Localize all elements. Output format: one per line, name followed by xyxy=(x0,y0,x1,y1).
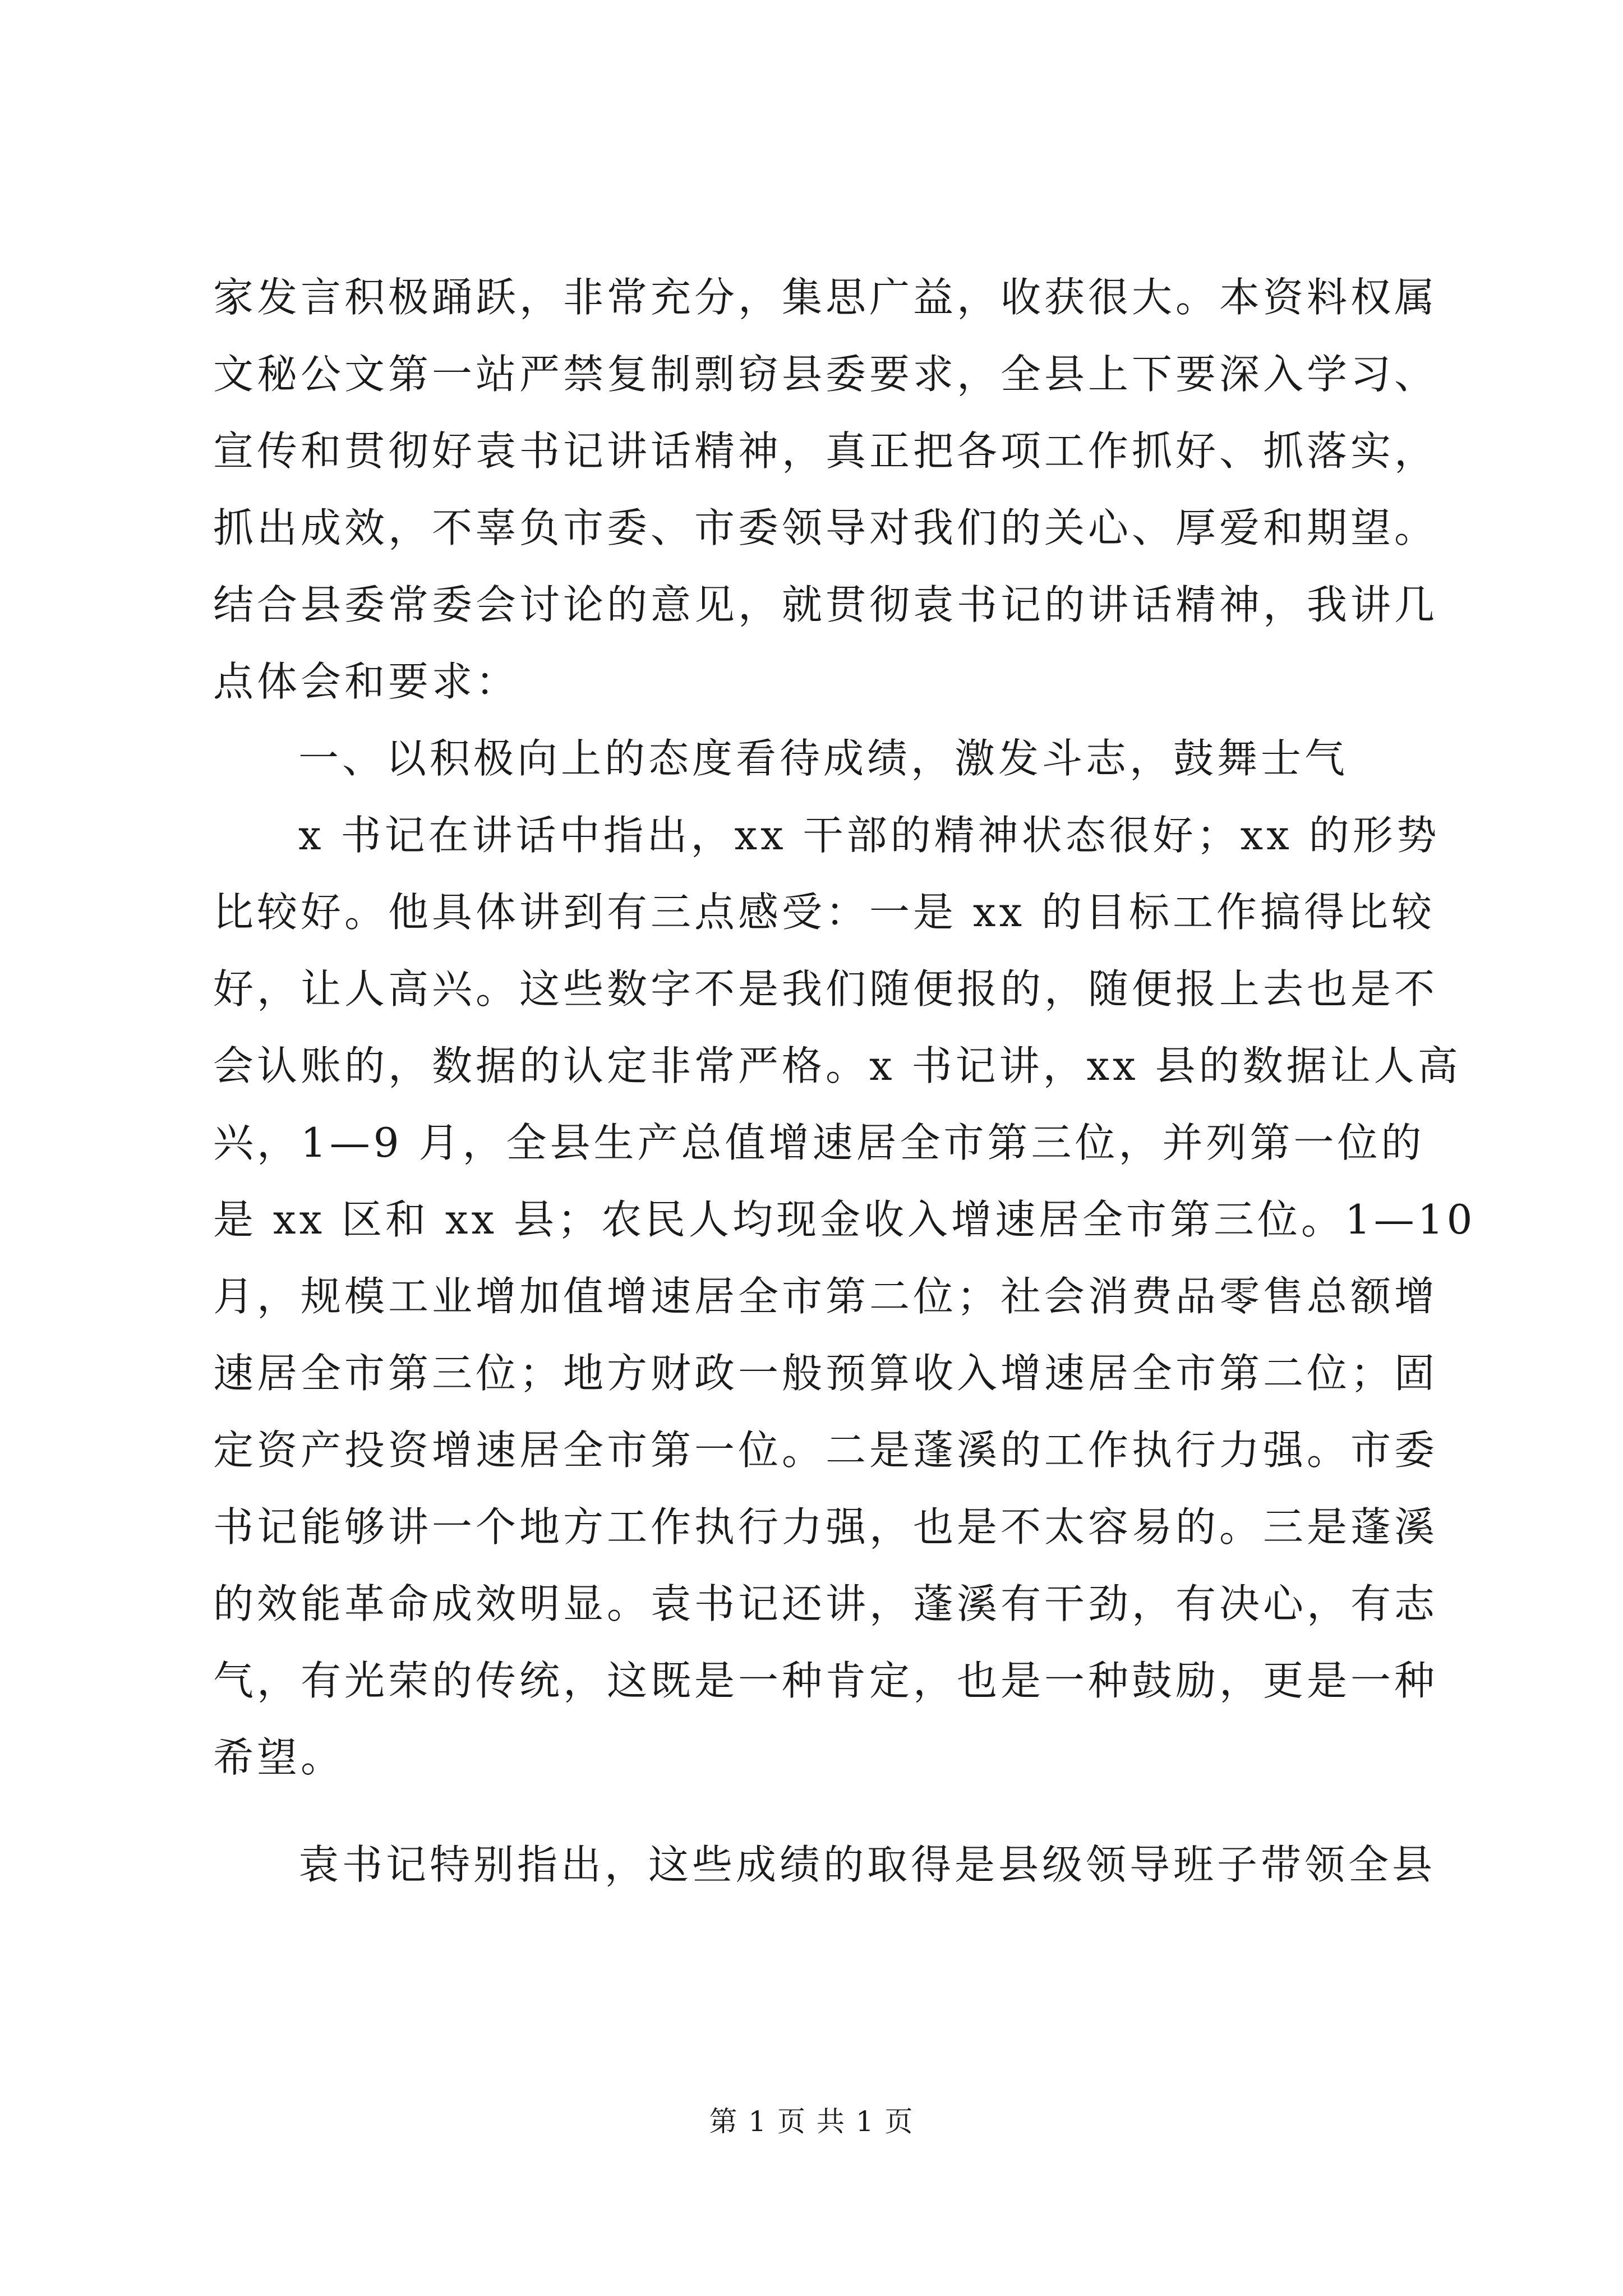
text-line: x 书记在讲话中指出，xx 干部的精神状态很好；xx 的形势 xyxy=(298,812,1440,859)
text-line: 月，规模工业增加值增速居全市第二位；社会消费品零售总额增 xyxy=(213,1273,1438,1320)
text-line: 速居全市第三位；地方财政一般预算收入增速居全市第二位；固 xyxy=(213,1350,1438,1397)
text-line: 抓出成效，不辜负市委、市委领导对我们的关心、厚爱和期望。 xyxy=(213,504,1438,551)
text-line: 气，有光荣的传统，这既是一种肯定，也是一种鼓励，更是一种 xyxy=(213,1657,1438,1704)
text-line: 宣传和贯彻好袁书记讲话精神，真正把各项工作抓好、抓落实， xyxy=(213,427,1438,475)
text-line: 是 xx 区和 xx 县；农民人均现金收入增速居全市第三位。1—10 xyxy=(213,1196,1476,1243)
text-line: 书记能够讲一个地方工作执行力强，也是不太容易的。三是蓬溪 xyxy=(213,1503,1438,1550)
text-line: 好，让人高兴。这些数字不是我们随便报的，随便报上去也是不 xyxy=(213,965,1438,1013)
body-text xyxy=(213,259,1476,1903)
section-heading: 一、以积极向上的态度看待成绩，激发斗志，鼓舞士气 xyxy=(298,735,1349,782)
text-line: 希望。 xyxy=(213,1734,345,1781)
text-line: 的效能革命成效明显。袁书记还讲，蓬溪有干劲，有决心，有志 xyxy=(213,1580,1438,1627)
page-footer: 第 1 页 共 1 页 xyxy=(709,2105,914,2138)
text-line: 家发言积极踊跃，非常充分，集思广益，收获很大。本资料权属 xyxy=(213,274,1438,321)
text-line: 文秘公文第一站严禁复制剽窃县委要求，全县上下要深入学习、 xyxy=(213,351,1438,398)
text-line: 兴，1—9 月，全县生产总值增速居全市第三位，并列第一位的 xyxy=(213,1119,1425,1166)
text-line: 点体会和要求： xyxy=(213,658,520,705)
text-line: 袁书记特别指出，这些成绩的取得是县级领导班子带领全县 xyxy=(298,1841,1436,1888)
text-line: 结合县委常委会讨论的意见，就贯彻袁书记的讲话精神，我讲几 xyxy=(213,581,1438,628)
text-line: 比较好。他具体讲到有三点感受：一是 xx 的目标工作搞得比较 xyxy=(213,889,1435,936)
text-line: 定资产投资增速居全市第一位。二是蓬溪的工作执行力强。市委 xyxy=(213,1427,1438,1474)
text-line: 会认账的，数据的认定非常严格。x 书记讲，xx 县的数据让人高 xyxy=(213,1042,1461,1089)
